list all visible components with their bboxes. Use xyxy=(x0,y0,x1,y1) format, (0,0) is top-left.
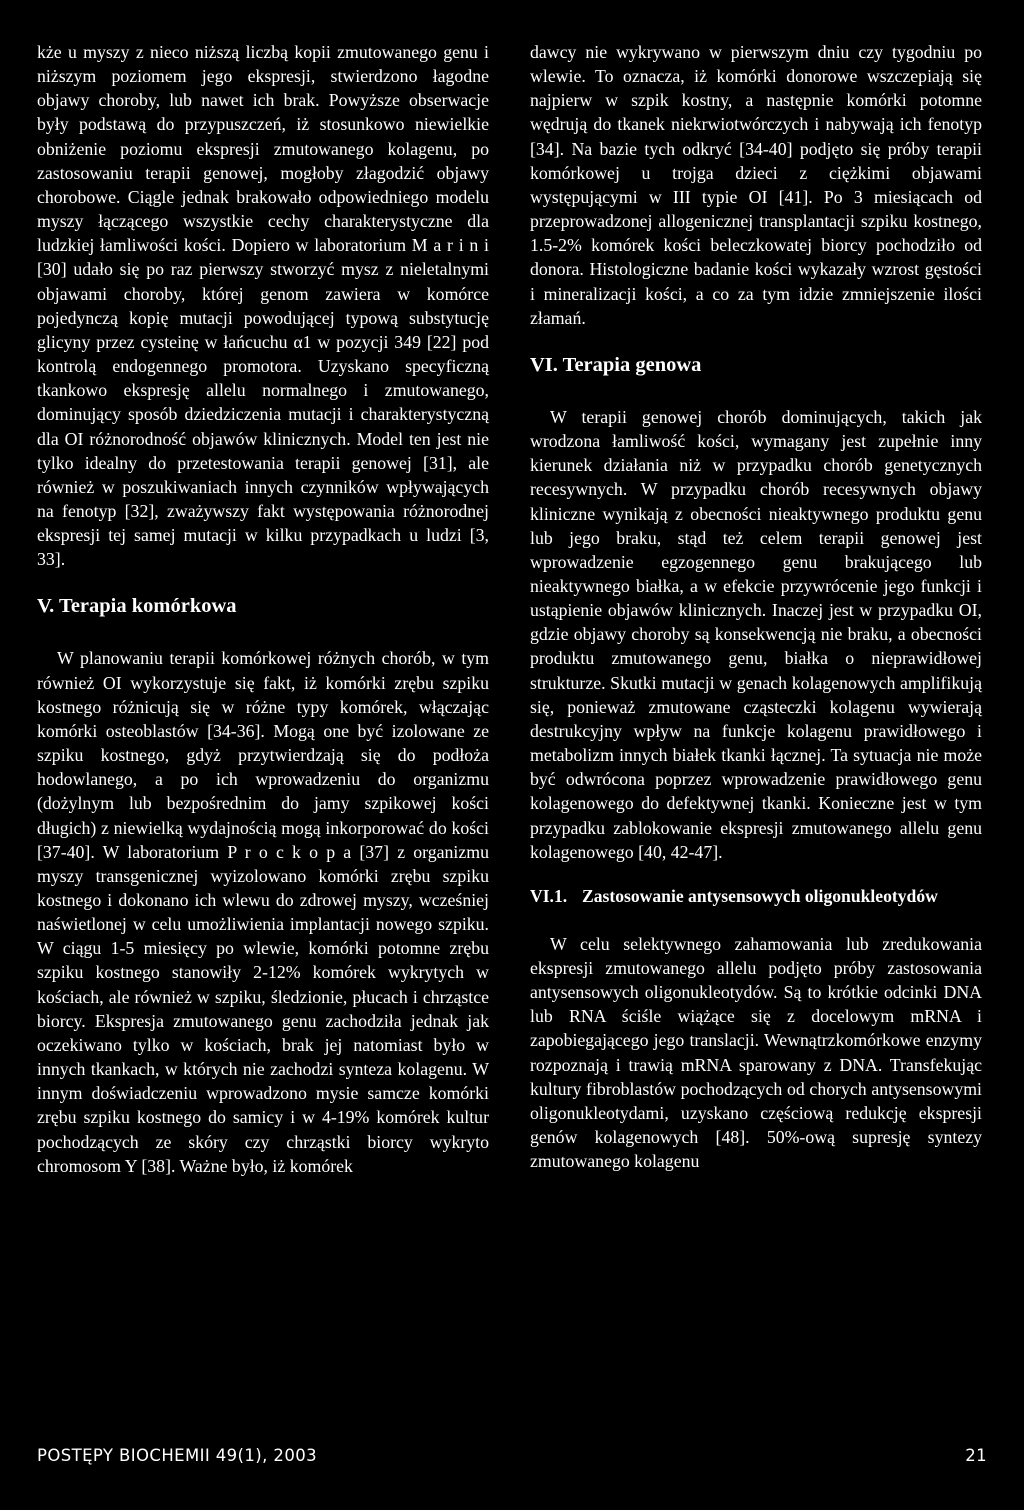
body-paragraph: dawcy nie wykrywano w pierwszym dniu czy tygodniu po wlewie. To oznacza, iż komórki donorowe wszczepiają się najpierw w szpik kostny, a następnie komórki potomne wędrują do tkanek niekrwiotwórczych i nabywają ich fenotyp [34]. Na bazie tych odkryć [34-40] podjęto się próby terapii komórkowej u trojga dzieci z ciężkimi objawami występującymi w III typie OI [41]. Po 3 miesiącach od przeprowadzonej allogenicznej transplantacji szpiku kostnego, 1.5-2% komórek kości beleczkowatej biorcy pochodziło od donora. Histologiczne badanie kości wykazały wzrost gęstości i mineralizacji kości, a co za tym idzie zmniejszenie ilości złamań. xyxy=(530,42,982,328)
page-number: 21 xyxy=(965,1446,987,1465)
subsection-heading-antisense xyxy=(530,884,982,908)
section-heading-gene-therapy: VI. Terapia genowa xyxy=(530,353,702,376)
page-footer xyxy=(37,1446,987,1465)
right-column xyxy=(530,40,982,1173)
subsection-title: Zastosowanie antysensowych oligonukleotydów xyxy=(582,885,938,906)
left-column xyxy=(37,40,489,1178)
section-heading-cell-therapy: V. Terapia komórkowa xyxy=(37,595,237,618)
body-paragraph: W planowaniu terapii komórkowej różnych chorób, w tym również OI wykorzystuje się fakt, iż komórki zrębu szpiku kostnego różnicują się w różne typy komórek, włączając komórki osteoblastów [34-36]. Mogą one być izolowane ze szpiku kostnego, gdyż przytwierdzają się do podłoża hodowlanego, a po ich wprowadzeniu do organizmu (dożylnym lub bezpośrednim do jamy szpikowej kości długich) z niewielką wydajnością mogą inkorporować do kości [37-40]. W laboratorium P r o c k o p a [37] z organizmu myszy transgenicznej wyizolowano komórki zrębu szpiku kostnego i dokonano ich wlewu do zdrowej myszy, wcześniej naświetlonej w celu umożliwienia implantacji nowego szpiku. W ciągu 1-5 miesięcy po wlewie, komórki potomne zrębu szpiku kostnego stanowiły 2-12% komórek wykrytych w kościach, ale również w szpiku, śledzionie, płucach i chrząstce biorcy. Ekspresja zmutowanego genu zachodziła jednak jak oczekiwano tylko w kościach, brak jej natomiast było w innych tkankach, w których nie zachodzi synteza kolagenu. W innym doświadczeniu wprowadzono mysie samcze komórki zrębu szpiku kostnego do samicy i w 4-19% komórek kultur pochodzących ze skóry czy chrząstki biorcy wykryto chromosom Y [38]. Ważne było, iż komórek xyxy=(37,648,489,1176)
body-paragraph: kże u myszy z nieco niższą liczbą kopii zmutowanego genu i niższym poziomem jego ekspresji, stwierdzono łagodne objawy choroby, lub nawet ich brak. Powyższe obserwacje były podstawą do przypuszczeń, iż stosunkowo niewielkie obniżenie poziomu ekspresji zmutowanego kolagenu, po zastosowaniu terapii genowej, mogłoby złagodzić objawy chorobowe. Ciągle jednak brakowało odpowiedniego modelu myszy łączącego wszystkie cechy charakterystyczne dla ludzkiej łamliwości kości. Dopiero w laboratorium M a r i n i [30] udało się po raz pierwszy stworzyć mysz z nieletalnymi objawami choroby, której genom zawiera w komórce pojedynczą kopię mutacji powodującej typową substytucję glicyny przez cysteinę w łańcuchu α1 w pozycji 349 [22] pod kontrolą endogennego promotora. Uzyskano specyficzną tkankowo ekspresję allelu normalnego i zmutowanego, dominujący sposób dziedziczenia mutacji i charakterystyczną dla OI różnorodność objawów klinicznych. Model ten jest nie tylko idealny do przetestowania terapii genowej [31], ale również w poszukiwaniach innych czynników wpływających na fenotyp [32], zważywszy fakt występowania różnorodnej ekspresji tej samej mutacji w kilku przypadkach u ludzi [3, 33]. xyxy=(37,42,489,570)
journal-citation: POSTĘPY BIOCHEMII 49(1), 2003 xyxy=(37,1446,318,1465)
subsection-number: VI.1. xyxy=(530,885,568,906)
body-paragraph: W terapii genowej chorób dominujących, takich jak wrodzona łamliwość kości, wymagany jest zupełnie inny kierunek działania niż w przypadku chorób genetycznych recesywnych. W przypadku chorób recesywnych objawy kliniczne wynikają z obecności nieaktywnego produktu genu lub jego braku, stąd też celem terapii genowej jest wprowadzenie egzogennego genu brakującego lub nieaktywnego białka, a w efekcie przywrócenie jego funkcji i ustąpienie objawów klinicznych. Inaczej jest w przypadku OI, gdzie objawy choroby są konsekwencją nie braku, a obecności produktu zmutowanego genu, białka o nieprawidłowej strukturze. Skutki mutacji w genach kolagenowych amplifikują się, ponieważ zmutowane cząsteczki kolagenu wywierają destrukcyjny wpływ na funkcje kolagenu prawidłowego i metabolizm innych białek tkanki łącznej. Ta sytuacja nie może być odwrócona poprzez wprowadzenie prawidłowego genu kolagenowego do defektywnej tkanki. Konieczne jest w tym przypadku zablokowanie ekspresji zmutowanego allelu genu kolagenowego [40, 42-47]. xyxy=(530,406,982,862)
body-paragraph: W celu selektywnego zahamowania lub zredukowania ekspresji zmutowanego allelu podjęto próby zastosowania antysensowych oligonukleotydów. Są to krótkie odcinki DNA lub RNA ściśle wiążące się z docelowym mRNA i zapobiegającego jego translacji. Wewnątrzkomórkowe enzymy rozpoznają i trawią mRNA sparowany z DNA. Transfekując kultury fibroblastów pochodzących od chorych antysensowymi oligonukleotydami, uzyskano częściową redukcję ekspresji genów kolagenowych [48]. 50%-ową supresję syntezy zmutowanego kolagenu xyxy=(530,933,982,1172)
